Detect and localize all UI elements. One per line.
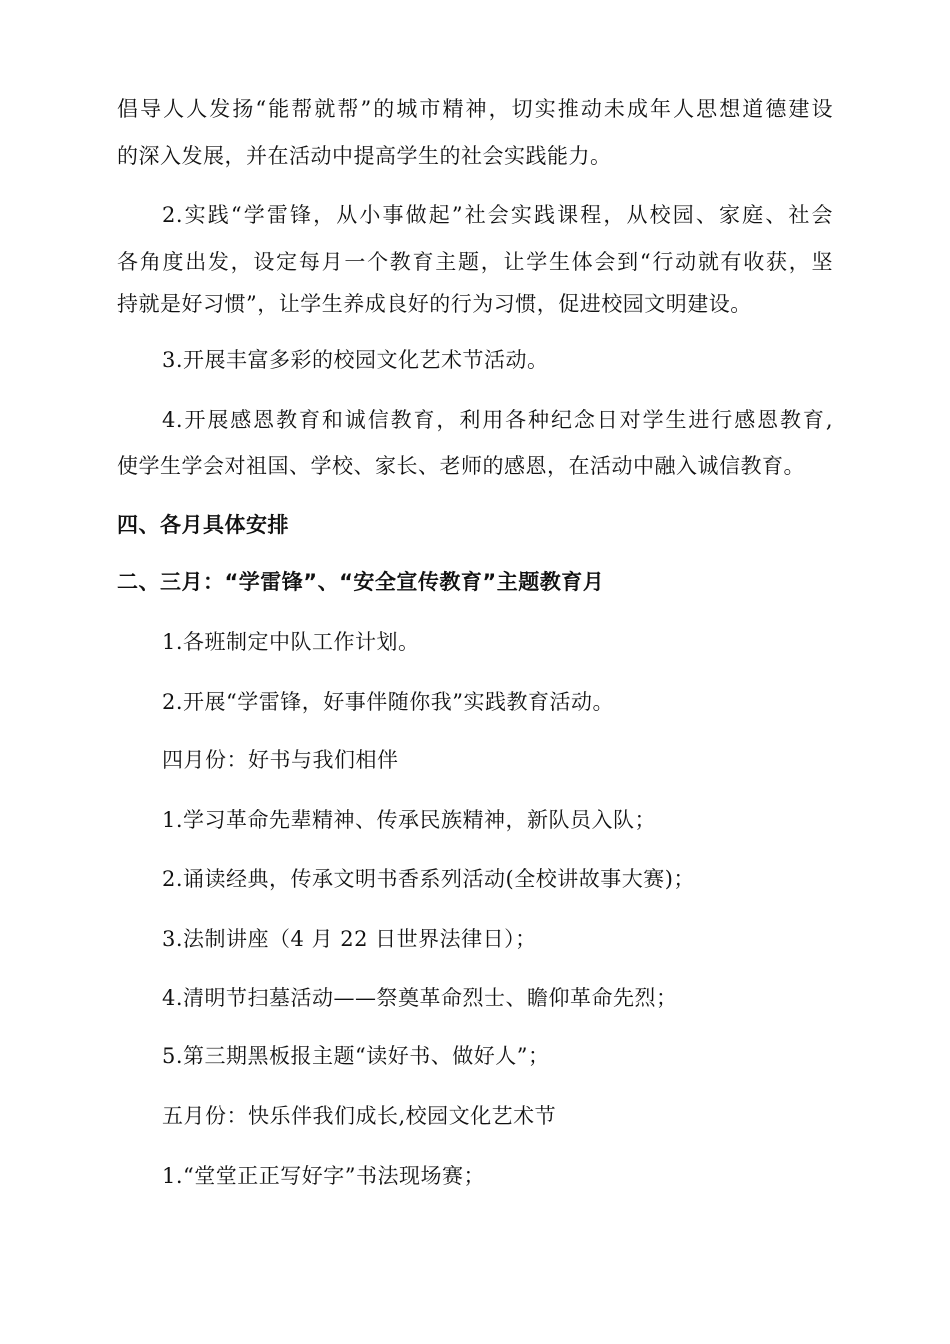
paragraph-3: 3.开展丰富多彩的校园文化艺术节活动。 <box>162 348 549 372</box>
april-item-3: 3.法制讲座（4 月 22 日世界法律日）； <box>162 927 537 951</box>
section-heading-monthly-plan: 四、各月具体安排 <box>117 513 289 537</box>
april-item-5: 5.第三期黑板报主题“读好书、做好人”； <box>162 1044 550 1068</box>
april-item-4: 4.清明节扫墓活动——祭奠革命烈士、瞻仰革命先烈； <box>162 986 678 1010</box>
april-item-2: 2.诵读经典，传承文明书香系列活动(全校讲故事大赛)； <box>162 867 695 891</box>
may-title: 五月份：快乐伴我们成长,校园文化艺术节 <box>162 1104 557 1128</box>
paragraph-2-line-3: 持就是好习惯”，让学生养成良好的行为习惯，促进校园文明建设。 <box>117 292 752 316</box>
april-title: 四月份：好书与我们相伴 <box>162 748 399 772</box>
intro-line-1: 倡导人人发扬“能帮就帮”的城市精神，切实推动未成年人思想道德建设 <box>117 97 833 121</box>
paragraph-4-line-1: 4.开展感恩教育和诚信教育，利用各种纪念日对学生进行感恩教育, <box>162 408 833 432</box>
paragraph-2-line-1: 2.实践“学雷锋，从小事做起”社会实践课程，从校园、家庭、社会 <box>162 203 833 227</box>
march-item-2: 2.开展“学雷锋，好事伴随你我”实践教育活动。 <box>162 690 615 714</box>
paragraph-2-line-2: 各角度出发，设定每月一个教育主题，让学生体会到“行动就有收获，坚 <box>117 250 833 274</box>
march-item-1: 1.各班制定中队工作计划。 <box>162 630 420 654</box>
april-item-1: 1.学习革命先辈精神、传承民族精神，新队员入队； <box>162 808 657 832</box>
heading-february-march: 二、三月：“学雷锋”、“安全宣传教育”主题教育月 <box>117 570 605 594</box>
paragraph-4-line-2: 使学生学会对祖国、学校、家长、老师的感恩，在活动中融入诚信教育。 <box>117 454 805 478</box>
intro-line-2: 的深入发展，并在活动中提高学生的社会实践能力。 <box>117 144 612 168</box>
may-item-1: 1.“堂堂正正写好字”书法现场赛； <box>162 1164 486 1188</box>
